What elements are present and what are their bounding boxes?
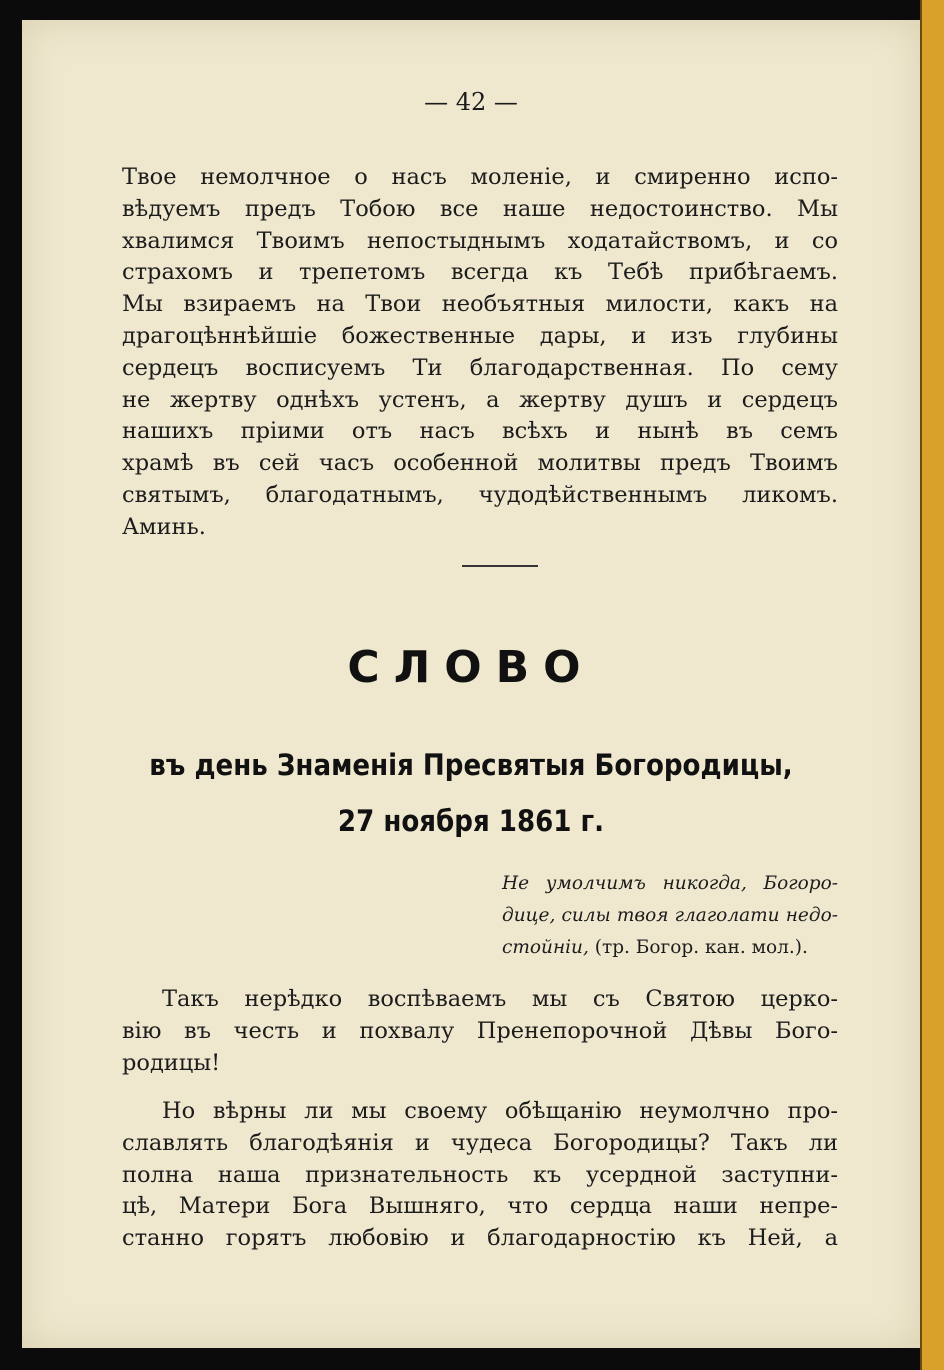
epigraph <box>502 868 838 964</box>
sermon-date: 27 ноября 1861 г. <box>337 804 605 838</box>
text-line: не жертву однѣхъ устенъ, а жертву душъ и сердецъ <box>122 386 838 413</box>
epigraph-line: дице, силы твоя глаголати недо- <box>502 905 838 926</box>
text-line: страхомъ и трепетомъ всегда къ Тебѣ прибѣгаемъ. <box>122 259 838 286</box>
section-divider <box>462 565 538 567</box>
text-line: нашихъ пріими отъ насъ всѣхъ и нынѣ въ семъ <box>122 418 838 445</box>
book-page <box>22 20 920 1348</box>
paragraph-2 <box>122 1096 838 1255</box>
text-line: Но вѣрны ли мы своему обѣщанію неумолчно про- <box>162 1098 838 1124</box>
text-line: драгоцѣннѣйшіе божественные дары, и изъ глубины <box>122 322 838 349</box>
text-line: родицы! <box>122 1049 221 1076</box>
text-line: вію въ честь и похвалу Пренепорочной Дѣвы Бого- <box>122 1017 838 1044</box>
epigraph-reference: (тр. Богор. кан. мол.). <box>588 937 808 958</box>
page-number: — 42 — <box>424 88 518 116</box>
text-line: станно горятъ любовію и благодарностію къ Ней, а <box>122 1225 838 1252</box>
text-line: сердецъ восписуемъ Ти благодарственная. По сему <box>122 354 838 381</box>
epigraph-line: стойніи, <box>502 937 589 958</box>
text-line: хвалимся Твоимъ непостыднымъ ходатайствомъ, и со <box>122 227 838 254</box>
text-line: вѣдуемъ предъ Тобою все наше недостоинство. Мы <box>122 195 838 222</box>
text-line: Аминь. <box>122 513 206 540</box>
text-line: храмѣ въ сей часъ особенной молитвы предъ Твоимъ <box>122 450 838 477</box>
text-line: славлять благодѣянія и чудеса Богородицы? Такъ ли <box>122 1129 838 1156</box>
page-edge <box>920 0 944 1370</box>
sermon-title: СЛОВО <box>347 642 595 693</box>
text-line: Мы взираемъ на Твои необъятныя милости, какъ на <box>122 291 838 318</box>
text-line: Такъ нерѣдко воспѣваемъ мы съ Святою церко- <box>162 986 838 1012</box>
text-line: цѣ, Матери Бога Вышняго, что сердца наши непре- <box>122 1193 838 1220</box>
text-line: Твое немолчное о насъ моленіе, и смиренно испо- <box>122 164 838 190</box>
text-line: святымъ, благодатнымъ, чудодѣйственнымъ ликомъ. <box>122 481 838 508</box>
sermon-subtitle: въ день Знаменія Пресвятыя Богородицы, <box>149 748 793 782</box>
paragraph-1 <box>122 984 838 1079</box>
text-line: полна наша признательность къ усердной заступни- <box>122 1161 838 1188</box>
epigraph-line: Не умолчимъ никогда, Богоро- <box>502 873 838 894</box>
prayer-ending <box>122 162 838 544</box>
